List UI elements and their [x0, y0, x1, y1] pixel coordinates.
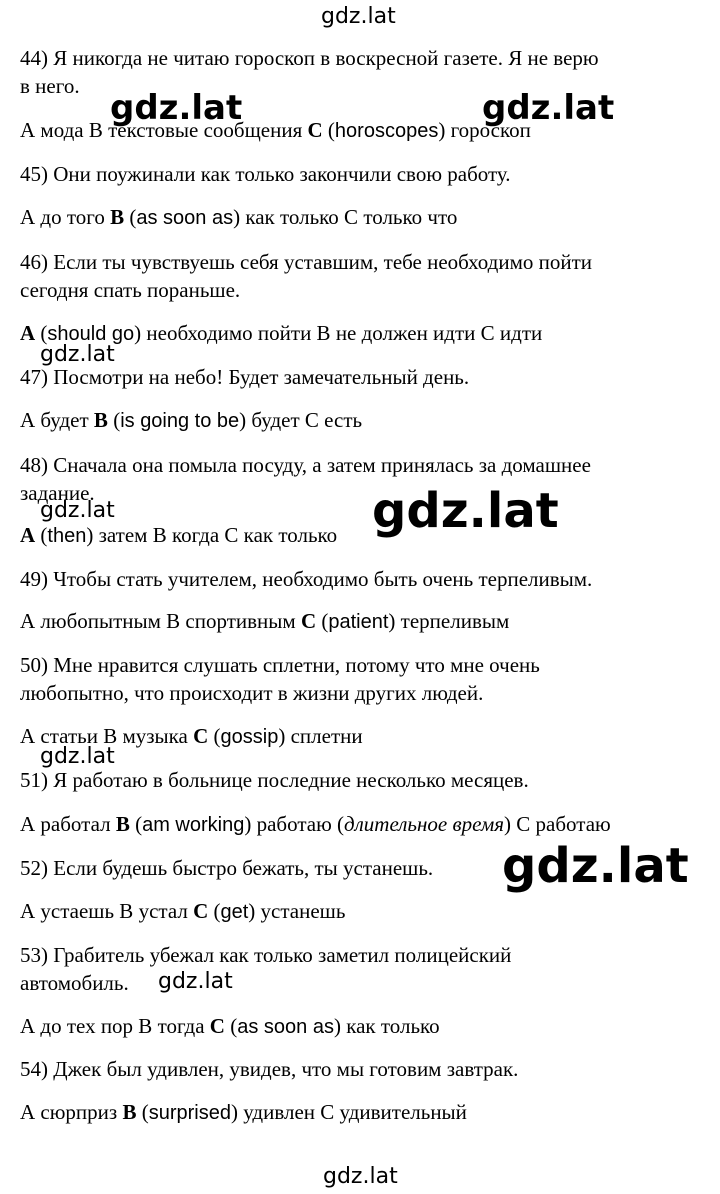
- question-52: 52) Если будешь быстро бежать, ты устанешь.: [20, 856, 434, 880]
- answer-54: А сюрприз B (surprised) удивлен С удивительный: [20, 1100, 467, 1124]
- english-word: surprised: [148, 1102, 231, 1124]
- question-54: 54) Джек был удивлен, увидев, что мы готовим завтрак.: [20, 1057, 519, 1081]
- answer-53: А до тех пор В тогда C (as soon as) как только: [20, 1014, 440, 1038]
- watermark: gdz.lat: [502, 838, 689, 894]
- answer-letter: A: [20, 321, 36, 345]
- english-word: gossip: [220, 726, 279, 748]
- question-46-line-2: сегодня спать пораньше.: [20, 278, 241, 302]
- english-word: as soon as: [136, 207, 234, 229]
- question-51: 51) Я работаю в больнице последние несколько месяцев.: [20, 768, 529, 792]
- english-word: horoscopes: [334, 120, 439, 142]
- question-46-line-1: 46) Если ты чувствуешь себя уставшим, тебе необходимо пойти: [20, 250, 593, 274]
- answer-letter: B: [115, 812, 130, 836]
- answer-letter: С: [307, 118, 323, 142]
- question-50-line-2: любопытно, что происходит в жизни других людей.: [20, 681, 484, 705]
- watermark: gdz.lat: [372, 483, 559, 539]
- answer-text: А мода В текстовые сообщения: [20, 118, 308, 142]
- question-53-line-1: 53) Грабитель убежал как только заметил полицейский: [20, 943, 512, 967]
- answer-52: А устаешь В устал C (get) устанешь: [20, 899, 346, 923]
- english-word: get: [220, 901, 249, 923]
- watermark: gdz.lat: [323, 1164, 398, 1189]
- answer-letter: A: [20, 523, 36, 547]
- english-word: am working: [142, 814, 245, 836]
- question-49: 49) Чтобы стать учителем, необходимо быть очень терпеливым.: [20, 567, 593, 591]
- answer-45: А до того B (as soon as) как только С только что: [20, 205, 458, 229]
- answer-letter: C: [300, 609, 317, 633]
- answer-50: А статьи В музыка C (gossip) сплетни: [20, 724, 363, 748]
- answer-46: A (should go) необходимо пойти В не должен идти С идти: [20, 321, 543, 345]
- answer-47: А будет B (is going to be) будет С есть: [20, 408, 363, 432]
- question-47: 47) Посмотри на небо! Будет замечательный день.: [20, 365, 470, 389]
- question-44-line-2: в него.: [20, 74, 80, 98]
- answer-49: А любопытным В спортивным C (patient) терпеливым: [20, 609, 510, 633]
- english-word: is going to be: [120, 410, 240, 432]
- watermark: gdz.lat: [40, 498, 115, 523]
- note-italic: длительное время: [344, 812, 505, 836]
- watermark: gdz.lat: [482, 88, 615, 128]
- answer-letter: B: [93, 408, 108, 432]
- watermark: gdz.lat: [40, 342, 115, 367]
- answer-51: А работал B (am working) работаю (длительное время) С работаю: [20, 812, 611, 836]
- question-48-line-2: задание.: [20, 481, 95, 505]
- english-word: as soon as: [237, 1016, 334, 1038]
- question-44-line-1: 44) Я никогда не читаю гороскоп в воскресной газете. Я не верю: [20, 46, 599, 70]
- english-word: should go: [47, 323, 135, 345]
- answer-letter: B: [122, 1100, 137, 1124]
- answer-letter: B: [110, 205, 125, 229]
- answer-letter: C: [209, 1014, 225, 1038]
- watermark: gdz.lat: [158, 969, 233, 994]
- answer-48: A (then) затем В когда С как только: [20, 523, 338, 547]
- answer-44: А мода В текстовые сообщения С (horoscopes) гороскоп: [20, 118, 531, 142]
- english-word: then: [47, 525, 87, 547]
- watermark: gdz.lat: [321, 4, 396, 29]
- answer-letter: C: [193, 724, 209, 748]
- question-45: 45) Они поужинали как только закончили свою работу.: [20, 162, 511, 186]
- question-50-line-1: 50) Мне нравится слушать сплетни, потому что мне очень: [20, 653, 540, 677]
- english-word: patient: [328, 611, 389, 633]
- watermark: gdz.lat: [40, 744, 115, 769]
- question-48-line-1: 48) Сначала она помыла посуду, а затем принялась за домашнее: [20, 453, 591, 477]
- question-53-line-2: автомобиль.: [20, 971, 129, 995]
- watermark: gdz.lat: [110, 88, 243, 128]
- answer-letter: C: [193, 899, 209, 923]
